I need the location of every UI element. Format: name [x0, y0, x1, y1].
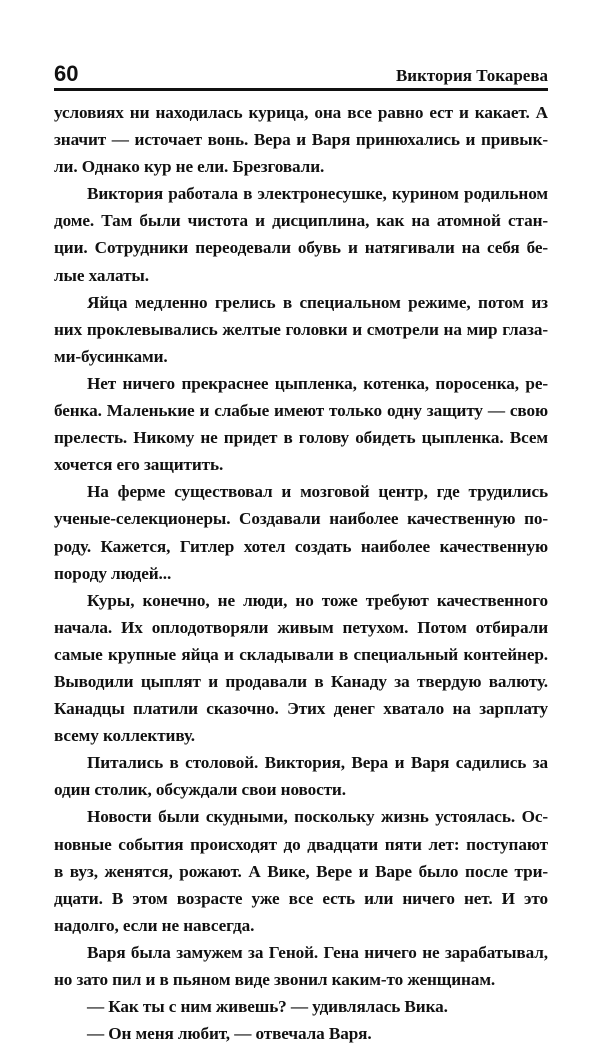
paragraph	[54, 99, 548, 180]
text-line: условиях ни находилась курица, она все равно ест и какает. А	[54, 103, 548, 122]
paragraph	[54, 587, 548, 750]
text-line: — Он меня любит, — отвечала Варя.	[87, 1024, 372, 1044]
text-line: надолго, если не навсегда.	[54, 915, 255, 935]
text-line: ции. Сотрудники переодевали обувь и натягивали на себя бе-	[54, 238, 548, 258]
text-line: прелесть. Никому не придет в голову обидеть цыпленка. Всем	[54, 428, 548, 448]
text-line: значит — источает вонь. Вера и Варя принюхались и привык-	[54, 130, 548, 150]
text-line: но зато пил и в пьяном виде звонил каким-то женщинам.	[54, 970, 496, 989]
text-line: Виктория работала в электронесушке, курином родильном	[87, 184, 548, 204]
paragraph	[54, 1020, 548, 1047]
text-line: начала. Их оплодотворяли живым петухом. Потом отбирали	[54, 617, 548, 637]
text-line: Канадцы платили сказочно. Этих денег хватало на зарплату	[54, 699, 548, 719]
paragraph	[54, 803, 548, 938]
book-page	[54, 58, 548, 1047]
text-line: На ферме существовал и мозговой центр, где трудились	[87, 482, 548, 502]
text-line: ли. Однако кур не ели. Брезговали.	[54, 157, 325, 177]
paragraph	[54, 749, 548, 803]
text-line: в вуз, женятся, рожают. А Вике, Вере и Варе было после три-	[54, 861, 548, 881]
text-line: Варя была замужем за Геной. Гена ничего не зарабатывал,	[87, 942, 548, 962]
text-line: доме. Там были чистота и дисциплина, как на атомной стан-	[54, 211, 548, 231]
text-line: всему коллективу.	[54, 726, 195, 746]
text-line: самые крупные яйца и складывали в специальный контейнер.	[54, 644, 548, 664]
text-line: один столик, обсуждали свои новости.	[54, 780, 346, 800]
text-line: них проклевывались желтые головки и смотрели на мир глаза-	[54, 319, 548, 339]
text-line: лые халаты.	[54, 265, 149, 285]
text-line: Куры, конечно, не люди, но тоже требуют качественного	[87, 590, 548, 610]
text-line: роду. Кажется, Гитлер хотел создать наиболее качественную	[54, 536, 548, 556]
paragraph	[54, 289, 548, 370]
running-head	[54, 58, 548, 91]
running-head-author: Виктория Токарева	[395, 66, 548, 85]
text-line: Питались в столовой. Виктория, Вера и Варя садились за	[87, 753, 548, 773]
paragraph	[54, 370, 548, 478]
text-line: Новости были скудными, поскольку жизнь устоялась. Ос-	[87, 807, 548, 827]
text-line: ученые-селекционеры. Создавали наиболее качественную по-	[54, 509, 548, 529]
text-line: породу людей...	[54, 563, 172, 583]
text-line: Яйца медленно грелись в специальном режиме, потом из	[87, 292, 548, 312]
text-line: новные события происходят до двадцати пяти лет: поступают	[54, 834, 548, 854]
paragraph	[54, 939, 548, 993]
paragraph	[54, 478, 548, 586]
paragraph	[54, 993, 548, 1020]
paragraph	[54, 180, 548, 288]
text-line: — Как ты с ним живешь? — удивлялась Вика.	[87, 997, 448, 1017]
page-number: 60	[54, 61, 79, 86]
text-line: Выводили цыплят и продавали в Канаду за твердую валюту.	[54, 671, 548, 691]
text-line: ми-бусинками.	[54, 346, 168, 366]
text-line: дцати. В этом возрасте уже все есть или ничего нет. И это	[54, 888, 548, 908]
text-line: хочется его защитить.	[54, 455, 224, 475]
text-line: Нет ничего прекраснее цыпленка, котенка, поросенка, ре-	[87, 373, 548, 393]
body-text	[54, 99, 548, 1047]
text-line: бенка. Маленькие и слабые имеют только одну защиту — свою	[54, 401, 548, 421]
